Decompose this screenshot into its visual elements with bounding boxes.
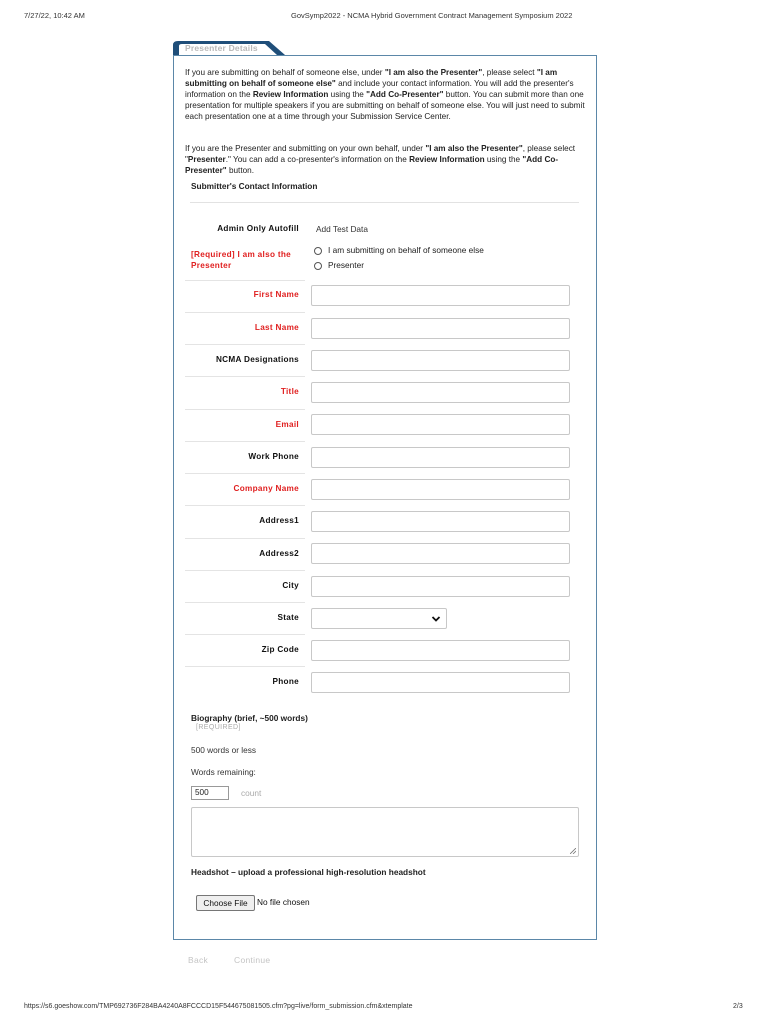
zip-code-input[interactable] (311, 640, 570, 661)
city-input[interactable] (311, 576, 570, 597)
first-name-input[interactable] (311, 285, 570, 306)
print-page-number: 2/3 (733, 1003, 743, 1010)
last-name-input[interactable] (311, 318, 570, 339)
row-divider (185, 473, 305, 474)
file-status-text: No file chosen (257, 897, 310, 907)
choose-file-button[interactable]: Choose File (196, 895, 255, 911)
zip-code-label: Zip Code (261, 645, 299, 654)
company-name-label: Company Name (233, 484, 299, 493)
words-remaining-label: Words remaining: (191, 767, 256, 777)
row-divider (185, 505, 305, 506)
email-label: Email (275, 420, 299, 429)
work-phone-input[interactable] (311, 447, 570, 468)
print-page-title: GovSymp2022 - NCMA Hybrid Government Contract Management Symposium 2022 (291, 11, 573, 20)
title-label: Title (280, 387, 299, 396)
row-divider (185, 376, 305, 377)
row-divider (185, 538, 305, 539)
row-divider (185, 409, 305, 410)
admin-autofill-label: Admin Only Autofill (217, 224, 299, 233)
print-datetime: 7/27/22, 10:42 AM (24, 11, 85, 20)
tab-label: Presenter Details (185, 43, 258, 53)
back-button[interactable]: Back (188, 955, 209, 965)
row-divider (185, 602, 305, 603)
intro-paragraph-1: If you are submitting on behalf of someone else, under "I am also the Presenter", please select "I am submitting on behalf of someone else" and include your contact information. You will add the presenter's information on the Review Information using the "Add Co-Presenter" button. You can submit more than one presentation for multiple speakers if you are submitting on behalf of someone else. You will just need to submit each presentation one at a time through your Submission Service Center. (185, 68, 585, 121)
tab-presenter-details[interactable] (173, 41, 285, 55)
address1-input[interactable] (311, 511, 570, 532)
word-count-label: count (241, 788, 262, 798)
radio-on-behalf[interactable] (314, 247, 322, 255)
biography-textarea[interactable] (191, 807, 579, 857)
headshot-title: Headshot – upload a professional high-resolution headshot (191, 867, 426, 877)
work-phone-label: Work Phone (248, 452, 299, 461)
city-label: City (282, 581, 299, 590)
row-divider (185, 666, 305, 667)
first-name-label: First Name (253, 290, 299, 299)
address2-label: Address2 (259, 549, 299, 558)
word-count-field: 500 (191, 786, 229, 800)
address1-label: Address1 (259, 516, 299, 525)
ncma-designations-label: NCMA Designations (215, 355, 299, 364)
last-name-label: Last Name (254, 323, 299, 332)
biography-required-tag: [REQUIRED] (196, 724, 241, 731)
resize-handle-icon[interactable] (570, 848, 576, 854)
presenter-required-label: [Required] I am also the Presenter (191, 250, 292, 270)
chevron-down-icon (431, 614, 441, 624)
row-divider (185, 441, 305, 442)
state-label: State (277, 613, 299, 622)
row-divider (185, 634, 305, 635)
address2-input[interactable] (311, 543, 570, 564)
print-url: https://s6.goeshow.com/TMP692736F284BA4240A8FCCCD15F544675081505.cfm?pg=live/form_submission.cfm&xtemplate (24, 1003, 413, 1010)
row-divider (185, 570, 305, 571)
row-divider (185, 344, 305, 345)
ncma-designations-input[interactable] (311, 350, 570, 371)
add-test-data-link[interactable]: Add Test Data (316, 224, 368, 234)
phone-label: Phone (272, 677, 299, 686)
radio-on-behalf-label[interactable]: I am submitting on behalf of someone else (328, 245, 484, 255)
biography-title: Biography (brief, ~500 words) (191, 713, 308, 723)
company-name-input[interactable] (311, 479, 570, 500)
row-divider (185, 312, 305, 313)
radio-presenter[interactable] (314, 262, 322, 270)
state-select[interactable] (311, 608, 447, 629)
contact-section-title: Submitter's Contact Information (191, 181, 318, 191)
continue-button[interactable]: Continue (234, 955, 271, 965)
title-input[interactable] (311, 382, 570, 403)
email-input[interactable] (311, 414, 570, 435)
biography-limit-text: 500 words or less (191, 745, 257, 755)
radio-presenter-label[interactable]: Presenter (328, 260, 364, 270)
row-divider (185, 280, 305, 281)
phone-input[interactable] (311, 672, 570, 693)
intro-paragraph-2: If you are the Presenter and submitting on your own behalf, under "I am also the Presenter", please select "Presenter." You can add a co-presenter's information on the Review Information using the "Add Co-Presenter" button. (185, 144, 576, 175)
section-divider (190, 202, 579, 203)
